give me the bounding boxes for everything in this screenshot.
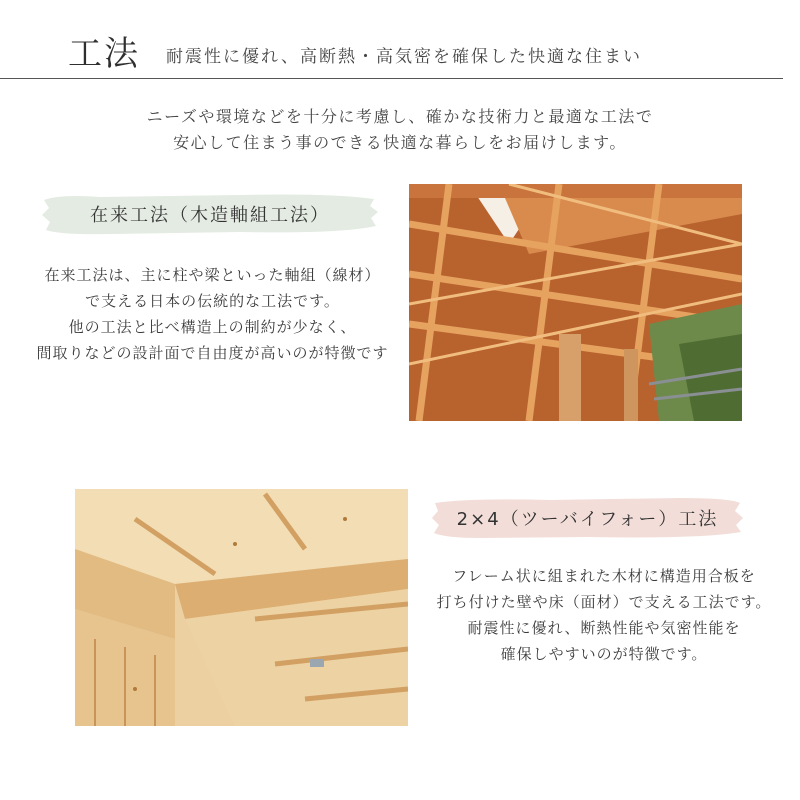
section1-line: 在来工法は、主に柱や梁といった軸組（線材） bbox=[44, 266, 381, 284]
section2-line: 打ち付けた壁や床（面材）で支える工法です。 bbox=[436, 593, 772, 611]
section2-description bbox=[408, 563, 800, 667]
section2-line: フレーム状に組まれた木材に構造用合板を bbox=[452, 567, 756, 585]
page-title: 工法 bbox=[68, 34, 140, 74]
section1-heading: 在来工法（木造軸組工法） bbox=[90, 205, 330, 226]
section1-line: 他の工法と比べ構造上の制約が少なく、 bbox=[68, 318, 357, 336]
intro-text bbox=[0, 104, 800, 156]
section1-description bbox=[20, 262, 405, 366]
conventional-frame-photo bbox=[409, 184, 742, 421]
two-by-four-frame-photo bbox=[75, 489, 408, 726]
section2-heading-banner bbox=[430, 494, 745, 542]
section1-line: で支える日本の伝統的な工法です。 bbox=[85, 292, 340, 310]
section2-line: 確保しやすいのが特徴です。 bbox=[500, 645, 708, 663]
section2-line: 耐震性に優れ、断熱性能や気密性能を bbox=[467, 619, 741, 637]
section1-heading-banner bbox=[40, 190, 380, 238]
section2-heading: 2×4（ツーバイフォー）工法 bbox=[456, 509, 719, 530]
page-header bbox=[0, 0, 800, 80]
intro-line: 安心して住まう事のできる快適な暮らしをお届けします。 bbox=[173, 133, 627, 152]
page-subtitle: 耐震性に優れ、高断熱・高気密を確保した快適な住まい bbox=[166, 47, 643, 67]
intro-line: ニーズや環境などを十分に考慮し、確かな技術力と最適な工法で bbox=[146, 107, 654, 126]
header-divider bbox=[0, 78, 783, 79]
section1-line: 間取りなどの設計面で自由度が高いのが特徴です bbox=[36, 344, 389, 362]
